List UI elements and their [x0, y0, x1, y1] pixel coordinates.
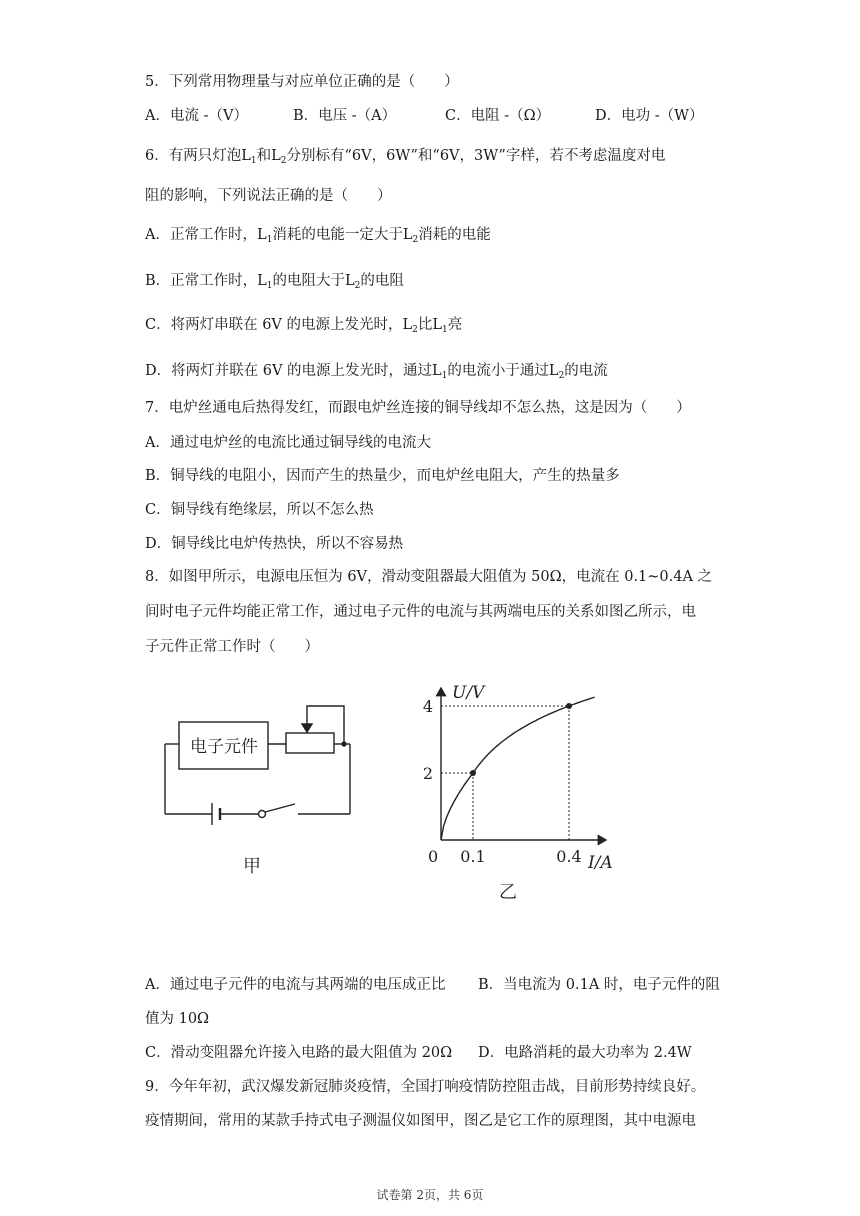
q6-stem-line2: 阻的影响，下列说法正确的是（ ）	[145, 188, 392, 204]
x-axis-label: I/A	[588, 853, 613, 873]
q6-option-a: A．正常工作时，$L_1$消耗的电能一定大于$L_2$消耗的电能	[145, 227, 491, 245]
circuit-diagram	[150, 690, 370, 890]
y-tick-label: 4	[422, 697, 433, 716]
origin-label: 0	[428, 847, 439, 866]
q5-stem: 5．下列常用物理量与对应单位正确的是（ ）	[145, 74, 459, 90]
q7-stem: 7．电炉丝通电后热得发红，而跟电炉丝连接的铜导线却不怎么热，这是因为（ ）	[145, 400, 691, 416]
q6-stem-line1: 6．有两只灯泡$L_1$和$L_2$分别标有“6V，6W”和“6V，3W”字样，若不考虑温度对电	[145, 148, 666, 166]
q6-option-b: B．正常工作时，$L_1$的电阻大于$L_2$的电阻	[145, 273, 404, 291]
q8-option-c: C．滑动变阻器允许接入电路的最大阻值为 20Ω	[145, 1045, 453, 1061]
switch-pivot	[259, 811, 266, 818]
x-tick-label: 0.1	[460, 847, 486, 866]
q9-stem-line1: 9．今年年初，武汉爆发新冠肺炎疫情，全国打响疫情防控阻击战，目前形势持续良好。	[145, 1079, 706, 1095]
x-tick-label: 0.4	[556, 847, 582, 866]
ui-chart	[400, 670, 630, 910]
data-point	[566, 703, 572, 709]
q8-stem-line2: 间时电子元件均能正常工作，通过电子元件的电流与其两端电压的关系如图乙所示，电	[145, 604, 696, 620]
q5-option-d: D．电功 -（W）	[595, 108, 704, 124]
q8-stem-line1: 8．如图甲所示，电源电压恒为 6V，滑动变阻器最大阻值为 50Ω，电流在 0.1~0.4A 之	[145, 569, 713, 585]
q5-option-b: B．电压 -（A）	[293, 108, 397, 124]
u-i-curve	[441, 697, 595, 840]
component-label: 电子元件	[190, 737, 258, 757]
q9-stem-line2: 疫情期间，常用的某款手持式电子测温仪如图甲，图乙是它工作的原理图，其中电源电	[145, 1113, 696, 1129]
q5-option-c: C．电阻 -（Ω）	[445, 108, 551, 124]
q7-option-a: A．通过电炉丝的电流比通过铜导线的电流大	[145, 435, 431, 451]
page-footer: 试卷第 2页，共 6页	[376, 1188, 484, 1202]
q8-option-b: B．当电流为 0.1A 时，电子元件的阻	[478, 977, 720, 993]
q6-option-c: C．将两灯串联在 6V 的电源上发光时，$L_2$比$L_1$亮	[145, 317, 463, 335]
q7-option-c: C．铜导线有绝缘层，所以不怎么热	[145, 502, 374, 518]
figure-caption-yi: 乙	[499, 882, 517, 903]
q8-option-d: D．电路消耗的最大功率为 2.4W	[478, 1045, 692, 1061]
data-point	[470, 770, 476, 776]
y-axis-label: U/V	[452, 683, 485, 703]
q5-option-a: A．电流 -（V）	[145, 108, 248, 124]
q8-stem-line3: 子元件正常工作时（ ）	[145, 639, 319, 655]
q7-option-b: B．铜导线的电阻小，因而产生的热量少，而电炉丝电阻大，产生的热量多	[145, 468, 620, 484]
rheostat-box	[286, 733, 334, 753]
q8-option-a: A．通过电子元件的电流与其两端的电压成正比	[145, 977, 446, 993]
switch-lever	[265, 804, 295, 812]
figure-caption-jia: 甲	[243, 856, 261, 877]
y-tick-label: 2	[422, 764, 433, 783]
q8-option-b-cont: 值为 10Ω	[145, 1011, 210, 1027]
q6-option-d: D．将两灯并联在 6V 的电源上发光时，通过$L_1$的电流小于通过$L_2$的电流	[145, 363, 608, 381]
q7-option-d: D．铜导线比电炉传热快，所以不容易热	[145, 536, 404, 552]
